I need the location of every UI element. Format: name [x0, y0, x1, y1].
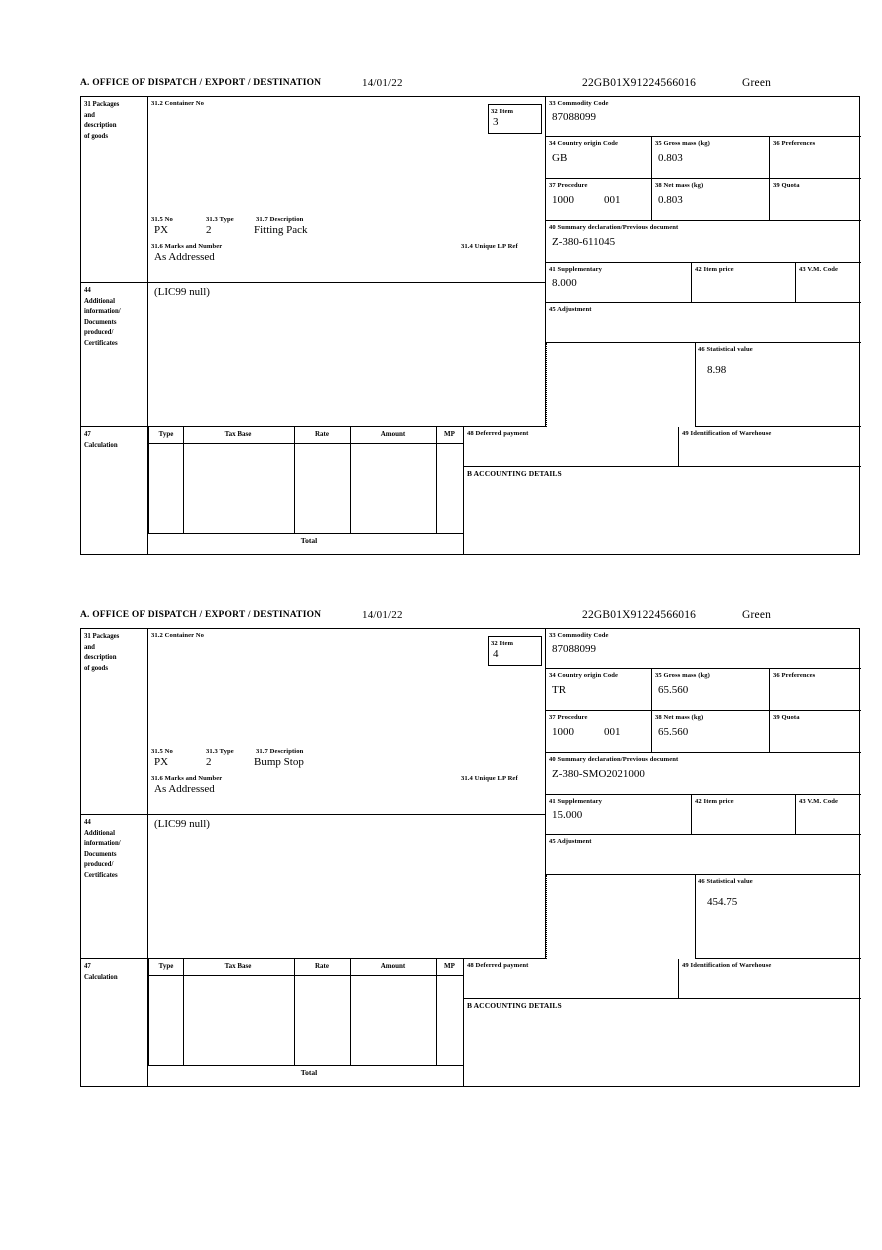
box-44-additional-information — [148, 283, 546, 427]
box-47-cell-tax-base-2 — [182, 975, 295, 1066]
box-44-additional-information-2 — [148, 815, 546, 959]
box-31-4-lp-label-2: 31.4 Unique LP Ref — [461, 775, 518, 782]
box-44-label-line-6: Certificates — [84, 339, 118, 347]
box-34-label-2: 34 Country origin Code — [549, 672, 619, 679]
box-37-value-1: 1000 — [552, 194, 574, 206]
box-46-label: 46 Statistical value — [698, 346, 753, 353]
box-44-label-line-3: information/ — [84, 308, 121, 315]
box-31-6-marks-label: 31.6 Marks and Number — [151, 243, 223, 250]
box-32-item-number — [488, 104, 542, 134]
box-47-label-cell-2 — [81, 959, 148, 1087]
box-44-label-line-2-2: Additional — [84, 829, 115, 837]
box-47-col-mp-2: MP — [436, 959, 464, 975]
box-35-value: 0.803 — [658, 152, 683, 164]
box-43-label-2: 43 V.M. Code — [799, 798, 839, 805]
box-47-col-mp: MP — [436, 427, 464, 443]
box-47-col-amount: Amount — [350, 427, 437, 443]
box-43-vm-code-2 — [796, 795, 861, 835]
box-47-cell-amount — [350, 443, 437, 534]
box-33-commodity-code-2 — [546, 629, 861, 669]
box-33-label: 33 Commodity Code — [549, 100, 609, 107]
box-47-label-line-2: Calculation — [84, 441, 118, 449]
box-35-value-2: 65.560 — [658, 684, 689, 696]
box-31-3-type-value: 2 — [206, 224, 212, 236]
box-38-label-2: 38 Net mass (kg) — [655, 714, 704, 721]
box-47-cell-rate — [294, 443, 351, 534]
box-36-label: 36 Preferences — [773, 140, 816, 147]
box-b-label: B ACCOUNTING DETAILS — [467, 469, 562, 478]
box-49-warehouse-identification — [679, 427, 861, 467]
box-47-col-type: Type — [148, 427, 184, 443]
box-35-label-2: 35 Gross mass (kg) — [655, 672, 710, 679]
box-38-label: 38 Net mass (kg) — [655, 182, 704, 189]
box-35-gross-mass-2 — [652, 669, 770, 711]
box-47-label-line-2-2: Calculation — [84, 973, 118, 981]
box-49-warehouse-identification-2 — [679, 959, 861, 999]
box-46-value-2: 454.75 — [707, 896, 738, 908]
box-41-label: 41 Supplementary — [549, 266, 603, 273]
box-32-item-number-2 — [488, 636, 542, 666]
box-31-label-line-3-2: description — [84, 654, 117, 661]
box-31-label-line-2-2: and — [84, 643, 95, 651]
box-37-value-2-2: 001 — [604, 726, 621, 738]
box-47-col-rate: Rate — [294, 427, 351, 443]
box-b-label-2: B ACCOUNTING DETAILS — [467, 1001, 562, 1010]
box-44-label-line-3-2: information/ — [84, 840, 121, 847]
box-46-dotted-divider — [546, 343, 547, 427]
box-42-item-price-2 — [692, 795, 796, 835]
box-44-label-line-1: 44 — [84, 287, 91, 294]
box-32-label-2: 32 Item — [491, 640, 514, 647]
routing-lane: Green — [742, 77, 772, 89]
customs-declaration-form-1 — [80, 78, 862, 555]
box-31-7-description-value-2: Bump Stop — [254, 756, 304, 768]
customs-declaration-form-2 — [80, 610, 862, 1087]
box-b-accounting-details-2 — [463, 999, 861, 1087]
declaration-date-2: 14/01/22 — [362, 609, 403, 621]
box-31-7-description-value: Fitting Pack — [254, 224, 308, 236]
box-48-deferred-payment-2 — [463, 959, 679, 999]
box-42-item-price — [692, 263, 796, 303]
box-49-label-2: 49 Identification of Warehouse — [682, 962, 772, 969]
box-46-dotted-divider-2 — [546, 875, 547, 959]
box-31-7-description-label: 31.7 Description — [256, 216, 304, 223]
box-41-supplementary-2 — [546, 795, 692, 835]
box-31-3-type-label-2: 31.3 Type — [206, 748, 234, 755]
box-31-5-no-label: 31.5 No — [151, 216, 173, 223]
box-36-preferences — [770, 137, 861, 179]
box-38-value: 0.803 — [658, 194, 683, 206]
box-31-5-no-value-2: PX — [154, 756, 169, 768]
box-31-3-type-label: 31.3 Type — [206, 216, 234, 223]
box-31-5-no-label-2: 31.5 No — [151, 748, 173, 755]
box-46-label-2: 46 Statistical value — [698, 878, 753, 885]
box-40-label: 40 Summary declaration/Previous document — [549, 224, 679, 231]
box-39-quota-2 — [770, 711, 861, 753]
box-44-label-line-5: produced/ — [84, 329, 114, 336]
office-of-dispatch-label-2: A. OFFICE OF DISPATCH / EXPORT / DESTINATION — [80, 610, 322, 620]
box-38-value-2: 65.560 — [658, 726, 689, 738]
box-43-label: 43 V.M. Code — [799, 266, 839, 273]
box-44-value: (LIC99 null) — [154, 286, 210, 298]
box-39-quota — [770, 179, 861, 221]
box-48-label-2: 48 Deferred payment — [467, 962, 529, 969]
box-31-2-container-label-2: 31.2 Container No — [151, 632, 205, 639]
form-header — [80, 78, 862, 96]
box-31-6-marks-label-2: 31.6 Marks and Number — [151, 775, 223, 782]
box-31-label-line-3: description — [84, 122, 117, 129]
box-47-label-line-1-2: 47 — [84, 963, 91, 970]
box-34-value-2: TR — [552, 684, 567, 696]
box-44-label-cell — [81, 283, 148, 427]
declaration-grid-2 — [80, 628, 860, 1087]
movement-reference-number: 22GB01X91224566016 — [582, 77, 697, 89]
box-37-label-2: 37 Procedure — [549, 714, 588, 721]
form-header-2 — [80, 610, 862, 628]
box-45-adjustment-2 — [546, 835, 861, 875]
routing-lane-2: Green — [742, 609, 772, 621]
box-35-gross-mass — [652, 137, 770, 179]
box-37-label: 37 Procedure — [549, 182, 588, 189]
box-31-6-marks-value: As Addressed — [154, 251, 215, 263]
box-40-previous-document — [546, 221, 861, 263]
box-47-calculation-table-2 — [148, 959, 463, 1087]
box-31-label-line-4-2: of goods — [84, 664, 108, 672]
box-48-label: 48 Deferred payment — [467, 430, 529, 437]
box-31-3-type-value-2: 2 — [206, 756, 212, 768]
box-41-value: 8.000 — [552, 277, 577, 289]
box-36-preferences-2 — [770, 669, 861, 711]
box-34-value: GB — [552, 152, 568, 164]
box-34-country-origin-2 — [546, 669, 652, 711]
box-47-col-tax-base: Tax Base — [182, 427, 295, 443]
box-44-label-line-4: Documents — [84, 318, 117, 326]
box-47-col-amount-2: Amount — [350, 959, 437, 975]
box-39-label: 39 Quota — [773, 182, 800, 189]
box-45-adjustment — [546, 303, 861, 343]
box-37-value-1-2: 1000 — [552, 726, 574, 738]
box-31-4-lp-label: 31.4 Unique LP Ref — [461, 243, 518, 250]
box-32-value-2: 4 — [493, 648, 499, 660]
box-47-cell-type-2 — [148, 975, 184, 1066]
box-33-value-2: 87088099 — [552, 643, 596, 655]
box-31-5-no-value: PX — [154, 224, 169, 236]
box-44-label-line-4-2: Documents — [84, 850, 117, 858]
box-49-label: 49 Identification of Warehouse — [682, 430, 772, 437]
box-31-label-line-1-2: 31 Packages — [84, 633, 120, 640]
box-47-label-line-1: 47 — [84, 431, 91, 438]
box-36-label-2: 36 Preferences — [773, 672, 816, 679]
box-47-col-type-2: Type — [148, 959, 184, 975]
box-48-deferred-payment — [463, 427, 679, 467]
box-31-label-cell — [81, 97, 148, 283]
box-45-label: 45 Adjustment — [549, 306, 592, 313]
box-40-previous-document-2 — [546, 753, 861, 795]
box-44-label-line-2: Additional — [84, 297, 115, 305]
box-44-label-line-1-2: 44 — [84, 819, 91, 826]
movement-reference-number-2: 22GB01X91224566016 — [582, 609, 697, 621]
box-31-2-container-label: 31.2 Container No — [151, 100, 205, 107]
box-31-6-marks-value-2: As Addressed — [154, 783, 215, 795]
declaration-grid — [80, 96, 860, 555]
box-32-value: 3 — [493, 116, 499, 128]
box-42-label-2: 42 Item price — [695, 798, 734, 805]
box-47-col-rate-2: Rate — [294, 959, 351, 975]
box-41-value-2: 15.000 — [552, 809, 583, 821]
box-44-label-line-6-2: Certificates — [84, 871, 118, 879]
box-38-net-mass — [652, 179, 770, 221]
box-47-cell-rate-2 — [294, 975, 351, 1066]
box-31-label-line-2: and — [84, 111, 95, 119]
box-47-calculation-table — [148, 427, 463, 555]
box-47-cell-amount-2 — [350, 975, 437, 1066]
box-46-statistical-value — [695, 343, 861, 427]
box-31-goods-description-2 — [148, 629, 546, 815]
box-33-label-2: 33 Commodity Code — [549, 632, 609, 639]
box-47-cell-tax-base — [182, 443, 295, 534]
box-31-label-line-4: of goods — [84, 132, 108, 140]
box-44-value-2: (LIC99 null) — [154, 818, 210, 830]
box-42-label: 42 Item price — [695, 266, 734, 273]
box-33-commodity-code — [546, 97, 861, 137]
box-31-7-description-label-2: 31.7 Description — [256, 748, 304, 755]
declaration-date: 14/01/22 — [362, 77, 403, 89]
box-38-net-mass-2 — [652, 711, 770, 753]
box-44-label-cell-2 — [81, 815, 148, 959]
box-34-label: 34 Country origin Code — [549, 140, 619, 147]
box-47-cell-mp — [436, 443, 464, 534]
box-43-vm-code — [796, 263, 861, 303]
box-37-procedure-2 — [546, 711, 652, 753]
box-45-label-2: 45 Adjustment — [549, 838, 592, 845]
box-31-label-line-1: 31 Packages — [84, 101, 120, 108]
box-37-value-2: 001 — [604, 194, 621, 206]
box-b-accounting-details — [463, 467, 861, 555]
box-44-label-line-5-2: produced/ — [84, 861, 114, 868]
box-34-country-origin — [546, 137, 652, 179]
office-of-dispatch-label: A. OFFICE OF DISPATCH / EXPORT / DESTINATION — [80, 78, 322, 88]
box-32-label: 32 Item — [491, 108, 514, 115]
box-40-value: Z-380-611045 — [552, 236, 616, 248]
box-41-supplementary — [546, 263, 692, 303]
box-47-cell-type — [148, 443, 184, 534]
box-37-procedure — [546, 179, 652, 221]
box-47-cell-mp-2 — [436, 975, 464, 1066]
box-47-total-label: Total — [300, 536, 318, 545]
box-35-label: 35 Gross mass (kg) — [655, 140, 710, 147]
box-47-col-tax-base-2: Tax Base — [182, 959, 295, 975]
box-33-value: 87088099 — [552, 111, 596, 123]
box-41-label-2: 41 Supplementary — [549, 798, 603, 805]
box-40-value-2: Z-380-SMO2021000 — [552, 768, 645, 780]
box-31-goods-description — [148, 97, 546, 283]
box-31-label-cell-2 — [81, 629, 148, 815]
box-46-value: 8.98 — [707, 364, 727, 376]
box-40-label-2: 40 Summary declaration/Previous document — [549, 756, 679, 763]
box-46-statistical-value-2 — [695, 875, 861, 959]
box-39-label-2: 39 Quota — [773, 714, 800, 721]
box-47-total-label-2: Total — [300, 1068, 318, 1077]
box-47-label-cell — [81, 427, 148, 555]
